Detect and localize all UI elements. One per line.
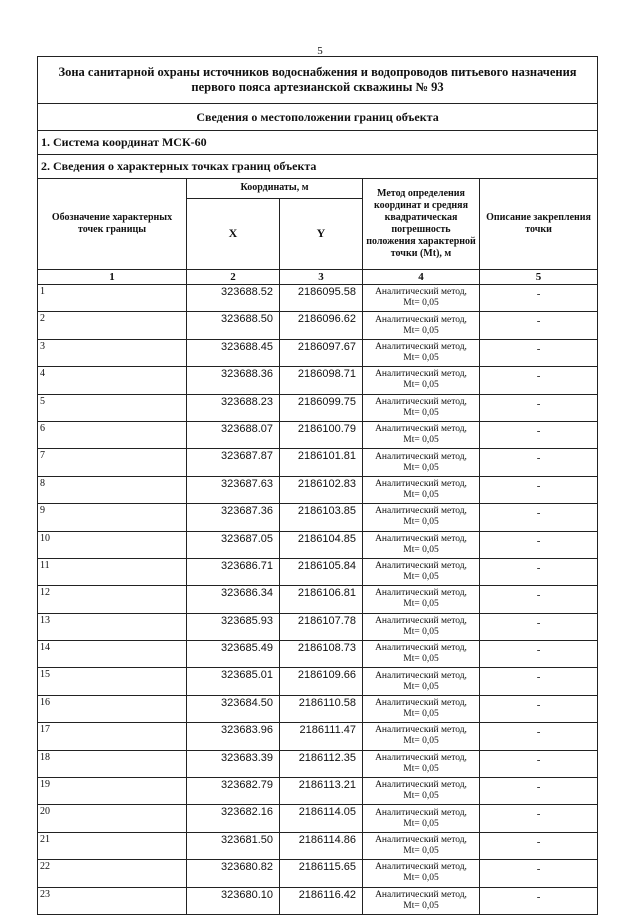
method-accuracy: Мt= 0,05: [403, 873, 439, 884]
method-cell: [363, 339, 480, 366]
point-id: 20: [38, 805, 187, 832]
coord-y: 2186106.81: [280, 586, 363, 613]
point-id: 9: [38, 504, 187, 531]
method-accuracy: Мt= 0,05: [403, 380, 439, 391]
point-description: -: [480, 805, 598, 832]
method-text: Аналитический метод,: [375, 862, 467, 873]
coord-y: 2186097.67: [280, 339, 363, 366]
method-cell: [363, 531, 480, 558]
document-table-container: [37, 56, 597, 915]
point-id: 22: [38, 860, 187, 887]
method-text: Аналитический метод,: [375, 314, 467, 325]
header-method: Метод определения координат и средняя квадратическая погрешность положения характерной точки (Мt), м: [363, 179, 480, 270]
point-description: -: [480, 613, 598, 640]
coord-x: 323688.45: [187, 339, 280, 366]
table-row: [38, 668, 598, 695]
coord-y: 2186116.42: [280, 887, 363, 914]
coord-y: 2186115.65: [280, 860, 363, 887]
point-description: -: [480, 641, 598, 668]
method-text: Аналитический метод,: [375, 889, 467, 900]
column-number: 2: [187, 270, 280, 285]
method-accuracy: Мt= 0,05: [403, 654, 439, 665]
header-description: Описание закрепления точки: [480, 179, 598, 270]
method-cell: [363, 860, 480, 887]
point-description: -: [480, 778, 598, 805]
method-text: Аналитический метод,: [375, 341, 467, 352]
header-x: X: [187, 198, 280, 269]
method-accuracy: Мt= 0,05: [403, 298, 439, 309]
point-id: 8: [38, 476, 187, 503]
method-accuracy: Мt= 0,05: [403, 818, 439, 829]
column-number: 1: [38, 270, 187, 285]
table-row: [38, 887, 598, 914]
coord-y: 2186105.84: [280, 558, 363, 585]
coord-y: 2186114.86: [280, 832, 363, 859]
point-id: 18: [38, 750, 187, 777]
point-id: 4: [38, 367, 187, 394]
point-id: 19: [38, 778, 187, 805]
method-accuracy: Мt= 0,05: [403, 681, 439, 692]
column-number: 4: [363, 270, 480, 285]
table-row: [38, 476, 598, 503]
header-y: Y: [280, 198, 363, 269]
method-accuracy: Мt= 0,05: [403, 736, 439, 747]
table-row: [38, 613, 598, 640]
method-text: Аналитический метод,: [375, 506, 467, 517]
method-accuracy: Мt= 0,05: [403, 791, 439, 802]
coord-y: 2186109.66: [280, 668, 363, 695]
point-description: -: [480, 449, 598, 476]
method-cell: [363, 668, 480, 695]
point-description: -: [480, 504, 598, 531]
coord-x: 323683.96: [187, 723, 280, 750]
coord-x: 323685.01: [187, 668, 280, 695]
point-description: -: [480, 394, 598, 421]
method-cell: [363, 449, 480, 476]
coord-x: 323687.36: [187, 504, 280, 531]
coord-y: 2186107.78: [280, 613, 363, 640]
table-row: [38, 312, 598, 339]
point-id: 2: [38, 312, 187, 339]
table-row: [38, 695, 598, 722]
method-text: Аналитический метод,: [375, 752, 467, 763]
method-accuracy: Мt= 0,05: [403, 846, 439, 856]
method-text: Аналитический метод,: [375, 588, 467, 599]
coord-y: 2186108.73: [280, 641, 363, 668]
coord-y: 2186113.21: [280, 778, 363, 805]
method-accuracy: Мt= 0,05: [403, 900, 439, 911]
table-row: [38, 504, 598, 531]
method-cell: [363, 504, 480, 531]
coord-y: 2186110.58: [280, 695, 363, 722]
point-id: 10: [38, 531, 187, 558]
point-description: -: [480, 723, 598, 750]
table-row: [38, 558, 598, 585]
method-cell: [363, 312, 480, 339]
point-description: -: [480, 832, 598, 859]
method-cell: [363, 723, 480, 750]
point-description: -: [480, 312, 598, 339]
method-text: Аналитический метод,: [375, 780, 467, 791]
method-text: Аналитический метод,: [375, 478, 467, 489]
point-description: -: [480, 367, 598, 394]
method-text: Аналитический метод,: [375, 835, 467, 845]
page-number: 5: [317, 45, 323, 57]
method-accuracy: Мt= 0,05: [403, 462, 439, 473]
method-cell: [363, 421, 480, 448]
method-accuracy: Мt= 0,05: [403, 599, 439, 610]
point-description: -: [480, 750, 598, 777]
table-row: [38, 723, 598, 750]
point-id: 11: [38, 558, 187, 585]
table-row: [38, 860, 598, 887]
point-id: 15: [38, 668, 187, 695]
method-accuracy: Мt= 0,05: [403, 325, 439, 336]
method-cell: [363, 586, 480, 613]
coordinate-system-line: 1. Система координат МСК-60: [38, 131, 598, 155]
table-row: [38, 367, 598, 394]
point-id: 1: [38, 285, 187, 312]
coord-y: 2186095.58: [280, 285, 363, 312]
method-accuracy: Мt= 0,05: [403, 407, 439, 418]
method-text: Аналитический метод,: [375, 369, 467, 380]
coord-y: 2186101.81: [280, 449, 363, 476]
coord-x: 323686.34: [187, 586, 280, 613]
point-description: -: [480, 421, 598, 448]
method-text: Аналитический метод,: [375, 533, 467, 544]
coord-x: 323688.52: [187, 285, 280, 312]
method-accuracy: Мt= 0,05: [403, 544, 439, 555]
table-row: [38, 421, 598, 448]
coord-x: 323687.87: [187, 449, 280, 476]
column-number: 3: [280, 270, 363, 285]
coord-x: 323688.23: [187, 394, 280, 421]
document-title: Зона санитарной охраны источников водоснабжения и водопроводов питьевого назначения первого пояса артезианской скважины № 93: [38, 57, 598, 104]
coord-x: 323685.49: [187, 641, 280, 668]
table-row: [38, 832, 598, 859]
coord-x: 323686.71: [187, 558, 280, 585]
point-description: -: [480, 695, 598, 722]
point-id: 7: [38, 449, 187, 476]
point-description: -: [480, 887, 598, 914]
table-row: [38, 805, 598, 832]
method-cell: [363, 285, 480, 312]
table-row: [38, 778, 598, 805]
coord-x: 323683.39: [187, 750, 280, 777]
header-coordinates: Координаты, м: [187, 179, 363, 199]
method-accuracy: Мt= 0,05: [403, 435, 439, 446]
coord-y: 2186112.35: [280, 750, 363, 777]
method-text: Аналитический метод,: [375, 725, 467, 736]
points-info-line: 2. Сведения о характерных точках границ объекта: [38, 155, 598, 179]
method-cell: [363, 887, 480, 914]
table-row: [38, 285, 598, 312]
coord-y: 2186100.79: [280, 421, 363, 448]
coord-x: 323682.16: [187, 805, 280, 832]
table-row: [38, 586, 598, 613]
coord-y: 2186099.75: [280, 394, 363, 421]
point-description: -: [480, 531, 598, 558]
coord-x: 323685.93: [187, 613, 280, 640]
point-id: 14: [38, 641, 187, 668]
method-text: Аналитический метод,: [375, 643, 467, 654]
coord-y: 2186102.83: [280, 476, 363, 503]
coord-y: 2186104.85: [280, 531, 363, 558]
method-text: Аналитический метод,: [375, 698, 467, 709]
coord-y: 2186114.05: [280, 805, 363, 832]
table-row: [38, 394, 598, 421]
method-accuracy: Мt= 0,05: [403, 489, 439, 500]
point-id: 17: [38, 723, 187, 750]
coord-x: 323688.50: [187, 312, 280, 339]
point-id: 21: [38, 832, 187, 859]
point-id: 3: [38, 339, 187, 366]
point-description: -: [480, 668, 598, 695]
method-text: Аналитический метод,: [375, 424, 467, 435]
point-id: 23: [38, 887, 187, 914]
point-description: -: [480, 860, 598, 887]
method-accuracy: Мt= 0,05: [403, 763, 439, 774]
coord-y: 2186096.62: [280, 312, 363, 339]
point-id: 5: [38, 394, 187, 421]
method-cell: [363, 641, 480, 668]
method-cell: [363, 805, 480, 832]
coord-x: 323684.50: [187, 695, 280, 722]
coord-x: 323681.50: [187, 832, 280, 859]
method-text: Аналитический метод,: [375, 561, 467, 572]
table-row: [38, 641, 598, 668]
table-row: [38, 449, 598, 476]
method-text: Аналитический метод,: [375, 670, 467, 681]
point-description: -: [480, 586, 598, 613]
method-cell: [363, 613, 480, 640]
point-id: 16: [38, 695, 187, 722]
coord-x: 323687.05: [187, 531, 280, 558]
coord-x: 323687.63: [187, 476, 280, 503]
method-cell: [363, 394, 480, 421]
coord-x: 323680.10: [187, 887, 280, 914]
method-cell: [363, 476, 480, 503]
coord-x: 323688.36: [187, 367, 280, 394]
method-cell: [363, 832, 480, 859]
boundary-table: [37, 56, 598, 915]
column-number: 5: [480, 270, 598, 285]
method-accuracy: Мt= 0,05: [403, 352, 439, 363]
method-accuracy: Мt= 0,05: [403, 517, 439, 528]
method-cell: [363, 367, 480, 394]
section-title: Сведения о местоположении границ объекта: [38, 104, 598, 131]
coord-y: 2186103.85: [280, 504, 363, 531]
coord-x: 323682.79: [187, 778, 280, 805]
method-text: Аналитический метод,: [375, 396, 467, 407]
point-id: 6: [38, 421, 187, 448]
method-accuracy: Мt= 0,05: [403, 626, 439, 637]
coord-x: 323680.82: [187, 860, 280, 887]
method-accuracy: Мt= 0,05: [403, 572, 439, 583]
table-row: [38, 531, 598, 558]
point-id: 13: [38, 613, 187, 640]
point-description: -: [480, 285, 598, 312]
method-text: Аналитический метод,: [375, 615, 467, 626]
header-point-designation: Обозначение характерных точек границы: [38, 179, 187, 270]
coord-y: 2186111.47: [280, 723, 363, 750]
point-description: -: [480, 476, 598, 503]
method-text: Аналитический метод,: [375, 451, 467, 462]
table-row: [38, 339, 598, 366]
method-cell: [363, 695, 480, 722]
table-row: [38, 750, 598, 777]
method-cell: [363, 778, 480, 805]
point-description: -: [480, 339, 598, 366]
method-text: Аналитический метод,: [375, 287, 467, 298]
method-cell: [363, 750, 480, 777]
method-accuracy: Мt= 0,05: [403, 709, 439, 720]
point-id: 12: [38, 586, 187, 613]
coord-y: 2186098.71: [280, 367, 363, 394]
method-cell: [363, 558, 480, 585]
coord-x: 323688.07: [187, 421, 280, 448]
point-description: -: [480, 558, 598, 585]
method-text: Аналитический метод,: [375, 807, 467, 818]
